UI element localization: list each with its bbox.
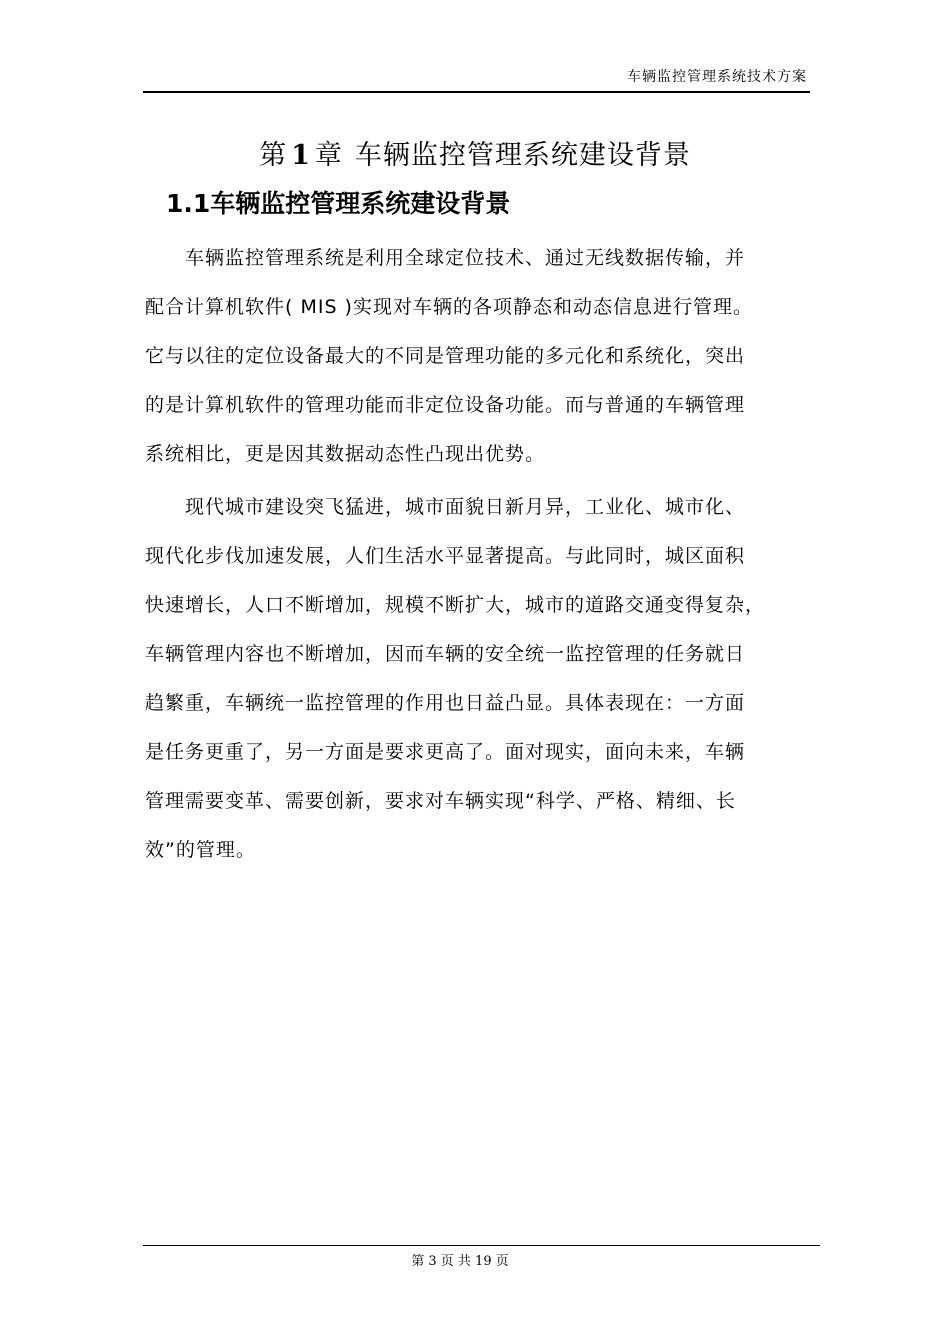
paragraph-line: 效”的管理。 bbox=[145, 839, 256, 861]
page-number: 第 3 页 共 19 页 bbox=[411, 1254, 509, 1269]
header-divider bbox=[143, 91, 810, 93]
paragraph-line: 是任务更重了，另一方面是要求更高了。面对现实，面向未来，车辆 bbox=[145, 741, 746, 763]
chapter-prefix: 第 bbox=[259, 140, 288, 171]
paragraph-line: 趋繁重，车辆统一监控管理的作用也日益凸显。具体表现在：一方面 bbox=[145, 692, 746, 714]
paragraph-line: 车辆管理内容也不断增加，因而车辆的安全统一监控管理的任务就日 bbox=[145, 643, 746, 665]
paragraph-line: 的是计算机软件的管理功能而非定位设备功能。而与普通的车辆管理 bbox=[145, 394, 746, 416]
paragraph-line: 系统相比，更是因其数据动态性凸现出优势。 bbox=[145, 443, 546, 465]
paragraph-line: 现代化步伐加速发展，人们生活水平显著提高。与此同时，城区面积 bbox=[145, 545, 746, 567]
footer-divider bbox=[143, 1245, 820, 1246]
paragraph-line: 快速增长，人口不断增加，规模不断扩大，城市的道路交通变得复杂， bbox=[145, 594, 766, 616]
paragraph-line: 车辆监控管理系统是利用全球定位技术、通过无线数据传输，并 bbox=[145, 247, 746, 269]
running-header-title: 车辆监控管理系统技术方案 bbox=[627, 69, 807, 85]
paragraph bbox=[145, 234, 809, 479]
chapter-suffix: 章 bbox=[314, 140, 343, 171]
paragraph-line: 管理需要变革、需要创新，要求对车辆实现“科学、严格、精细、长 bbox=[145, 790, 736, 812]
paragraph-line: 它与以往的定位设备最大的不同是管理功能的多元化和系统化，突出 bbox=[145, 345, 746, 367]
chapter-heading-text: 车辆监控管理系统建设背景 bbox=[354, 140, 691, 171]
paragraph bbox=[145, 483, 809, 875]
paragraph-line: 配合计算机软件( MIS )实现对车辆的各项静态和动态信息进行管理。 bbox=[145, 296, 753, 318]
section-title: 1.1车辆监控管理系统建设背景 bbox=[166, 189, 511, 218]
chapter-number: 1 bbox=[291, 140, 311, 171]
chapter-title bbox=[0, 133, 950, 172]
paragraph-line: 现代城市建设突飞猛进，城市面貌日新月异，工业化、城市化、 bbox=[145, 496, 746, 518]
